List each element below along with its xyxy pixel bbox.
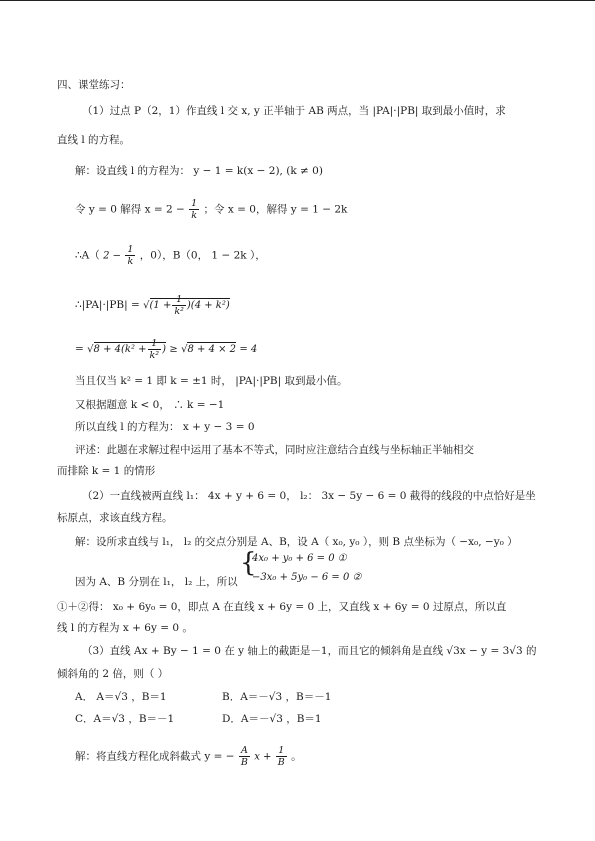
- fraction-denominator: B: [240, 757, 248, 768]
- fraction-denominator: B: [277, 757, 285, 768]
- solution-1-step-6: 当且仅当 k² = 1 即 k = ±1 时， |PA|·|PB| 取到最小值。: [75, 375, 348, 387]
- question-2-line-2: 标原点，求该直线方程。: [57, 512, 173, 524]
- option-d: D．A＝－√3 ，B＝1: [222, 713, 322, 725]
- math-expression: ): [162, 344, 167, 355]
- fraction-numerator: 1: [172, 294, 186, 306]
- math-expression: (1 +: [149, 300, 172, 311]
- comment-1-line-2: 而排除 k = 1 的情形: [57, 465, 156, 477]
- option-c: C．A＝√3 ，B＝－1: [75, 713, 175, 725]
- text-segment: 解：将直线方程化成斜截式 y = −: [75, 750, 235, 763]
- solution-1-step-2: [75, 198, 347, 221]
- fraction: [189, 198, 199, 221]
- fraction-numerator: A: [239, 745, 250, 757]
- solution-2-step-1: 解：设所求直线与 l₁， l₂ 的交点分别是 A、B，设 A（ x₀, y₀ ），则 B 点坐标为（ −x₀, −y₀ ）: [75, 536, 518, 548]
- solution-2-step-3: ①＋②得： x₀ + 6y₀ = 0，即点 A 在直线 x + 6y = 0 上，又直线 x + 6y = 0 过原点，所以直: [57, 601, 507, 613]
- comment-1-line-1: 评述：此题在求解过程中运用了基本不等式，同时应注意结合直线与坐标轴正半轴相交: [75, 444, 474, 456]
- math-expression: 2 −: [103, 250, 122, 262]
- question-3-line-2: 倾斜角的 2 倍，则（ ）: [57, 668, 169, 680]
- fraction-numerator: 1: [148, 338, 162, 350]
- solution-1-step-8: 所以直线 l 的方程为： x + y − 3 = 0: [75, 421, 255, 433]
- solution-2-step-4: 线 l 的方程为 x + 6y = 0 。: [57, 622, 193, 634]
- radical-sign: √: [181, 344, 188, 355]
- fraction: [239, 745, 250, 768]
- math-expression: x +: [254, 751, 272, 763]
- fraction: [125, 244, 135, 267]
- math-expression: )(4 + k²): [186, 300, 230, 311]
- option-b: B．A＝－√3 ，B＝－1: [222, 691, 332, 703]
- question-3-line-1: （3）直线 Ax + By − 1 = 0 在 y 轴上的截距是－1，而且它的倾斜角是直线 √3x − y = 3√3 的: [82, 645, 537, 657]
- fraction: [148, 338, 162, 361]
- system-brace: {: [240, 548, 257, 578]
- solution-1-step-4: [75, 294, 230, 317]
- math-expression: 8 + 4(k² +: [93, 344, 147, 355]
- question-2-line-1: （2）一直线被两直线 l₁： 4x + y + 6 = 0， l₂： 3x − 5y − 6 = 0 截得的线段的中点恰好是坐: [82, 490, 536, 502]
- fraction-numerator: 1: [276, 745, 287, 757]
- option-a: A． A＝√3 ，B＝1: [75, 691, 167, 703]
- question-1-line-1: （1）过点 P（2，1）作直线 l 交 x, y 正半轴于 AB 两点，当 |PA|·|PB| 取到最小值时，求: [82, 105, 506, 117]
- text-segment: 令 y = 0 解得 x = 2 −: [75, 203, 185, 216]
- math-expression: = 4: [239, 344, 258, 355]
- radicand: [149, 294, 230, 317]
- radical-sign: √: [143, 300, 150, 311]
- text-segment: ∴|PA|·|PB| =: [75, 299, 140, 311]
- radical-sign: √: [87, 344, 94, 355]
- solution-1-step-5: [75, 338, 257, 361]
- text-segment: ；令 x = 0，解得 y = 1 − 2k: [203, 203, 348, 216]
- question-1-line-2: 直线 l 的方程。: [57, 134, 131, 146]
- fraction-denominator: k²: [149, 350, 160, 361]
- section-heading: 四、课堂练习：: [57, 79, 131, 91]
- fraction-numerator: 1: [191, 198, 198, 209]
- text-segment: =: [75, 343, 84, 355]
- text-segment: 。: [291, 750, 302, 763]
- system-equation-1: 4x₀ + y₀ + 6 = 0 ①: [252, 553, 347, 564]
- solution-1-step-7: 又根据题意 k < 0， ∴ k = −1: [75, 399, 225, 411]
- fraction: [276, 745, 287, 768]
- radicand: [93, 338, 167, 361]
- fraction: [172, 294, 186, 317]
- solution-1-step-3: [75, 244, 266, 267]
- solution-1-step-1: 解：设直线 l 的方程为： y − 1 = k(x − 2), (k ≠ 0): [75, 165, 323, 177]
- system-equation-2: −3x₀ + 5y₀ − 6 = 0 ②: [252, 572, 362, 583]
- fraction-numerator: 1: [127, 244, 134, 255]
- solution-3-step-1: [75, 745, 302, 768]
- radicand: 8 + 4 × 2: [187, 344, 237, 355]
- text-segment: ∴A（: [75, 249, 100, 262]
- math-expression: ≥: [169, 344, 178, 355]
- solution-2-step-2: 因为 A、B 分别在 l₁， l₂ 上，所以: [75, 576, 238, 588]
- text-segment: ，0），B（0， 1 − 2k ），: [139, 249, 266, 262]
- fraction-denominator: k: [127, 256, 134, 267]
- fraction-denominator: k²: [174, 306, 184, 317]
- fraction-denominator: k: [191, 210, 198, 221]
